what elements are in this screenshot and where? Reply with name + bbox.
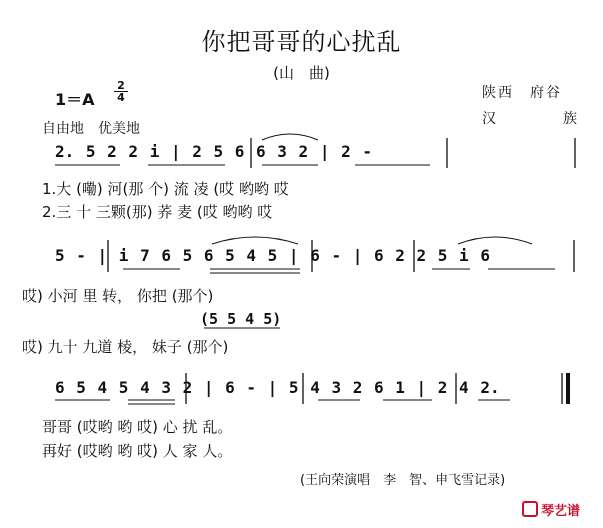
performer-credit: (王向荣演唱 李 智、申飞雪记录)	[300, 473, 506, 488]
slur	[212, 237, 298, 244]
time-signature-bottom: 4	[117, 91, 125, 104]
slur	[262, 134, 318, 140]
key-signature: 1＝A	[55, 90, 95, 109]
system3-notes: 6 5 4 5 4 3 2 | 6 - | 5 4 3 2 6 1 | 2 4 2.	[55, 378, 500, 397]
system2-notes: 5 - | i 7 6 5 6 5 4 5 | 6 - | 6 2 2 5 i 6	[55, 246, 490, 265]
time-signature	[114, 80, 128, 103]
time-signature-top: 2	[114, 80, 128, 92]
system3-lyrics-verse1: 哥哥 (哎哟 哟 哎) 心 扰 乱。	[42, 418, 233, 436]
system2-lyrics-verse1: 哎) 小河 里 转， 你把 (那个)	[22, 287, 214, 305]
slur	[458, 237, 532, 244]
song-title: 你把哥哥的心扰乱	[201, 28, 402, 56]
song-subtitle: (山 曲)	[273, 64, 330, 82]
system3-lyrics-verse2: 再好 (哎哟 哟 哎) 人 家 人。	[42, 442, 233, 460]
tempo-marking: 自由地 优美地	[42, 121, 140, 137]
ethnic-label	[482, 108, 577, 128]
system2-lyrics-verse2: 哎) 九十 九道 棱， 妹子 (那个)	[22, 338, 229, 356]
system1-lyrics-verse2: 2.三 十 三颗(那) 荞 麦 (哎 哟哟 哎	[42, 203, 273, 221]
site-logo	[522, 500, 580, 519]
logo-text: 琴艺谱	[541, 504, 581, 519]
system1-lyrics-verse1: 1.大 (嘞) 河(那 个) 流 凌 (哎 哟哟 哎	[42, 180, 289, 198]
system2-alternate-notes: (5 5 4 5)	[200, 310, 282, 328]
final-barline-thick	[566, 373, 570, 404]
ethnic-text: 汉 族	[482, 111, 577, 127]
region-label: 陕西 府谷	[482, 85, 562, 101]
logo-icon	[522, 501, 538, 517]
system1-notes: 2. 5 2 2 i | 2 5 6 6 3 2 | 2 -	[55, 142, 372, 161]
